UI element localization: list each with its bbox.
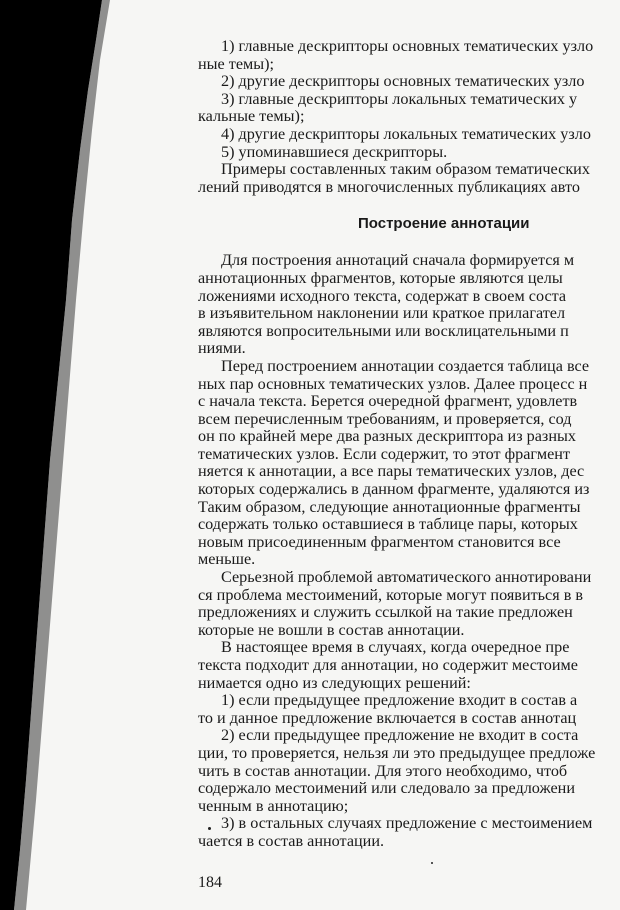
text-line: Примеры составленных таким образом тематических	[221, 160, 590, 179]
text-line: ложениями исходного текста, содержат в своем соста	[198, 286, 567, 305]
text-line: 3) главные дескрипторы локальных тематических у	[221, 89, 578, 108]
text-line: текста подходит для аннотации, но содержит местоиме	[198, 656, 578, 674]
text-line: 4) другие дескрипторы локальных тематических узло	[221, 124, 591, 143]
text-line: содержать только оставшиеся в таблице пары, которых	[198, 515, 578, 534]
text-line: в изъявительном наклонении или краткое прилагател	[198, 304, 566, 323]
text-line: аннотационных фрагментов, которые являются целы	[198, 268, 563, 287]
text-line: меньше.	[198, 550, 256, 569]
text-line: 2) другие дескрипторы основных тематических узло	[221, 72, 585, 91]
text-line: лений приводятся в многочисленных публикациях авто	[198, 177, 580, 196]
text-line: ся проблема местоимений, которые могут появиться в в	[198, 585, 584, 604]
text-line: 2) если предыдущее предложение не входит в соста	[221, 726, 579, 745]
page-number: 184	[198, 874, 222, 891]
text-line: которых содержались в данном фрагменте, удаляются из	[198, 480, 590, 499]
text-line: тематических узлов. Если содержит, то этот фрагмент	[198, 444, 571, 463]
text-line: ные темы);	[198, 54, 275, 73]
scan-speck	[431, 862, 433, 864]
text-line: ции, то проверяется, нельзя ли это предыдущее предложе	[198, 743, 596, 762]
text-line: содержало местоимений или следовало за предложени	[198, 779, 575, 798]
spacer	[198, 234, 620, 252]
text-line: В настоящее время в случаях, когда очередное пре	[221, 638, 570, 657]
body-text	[198, 38, 620, 851]
text-line: являются вопросительными или восклицательными п	[198, 321, 569, 340]
text-line: чается в состав аннотации.	[198, 831, 385, 850]
text-line: он по крайней мере два разных дескриптора из разных	[198, 427, 576, 446]
text-line: Серьезной проблемой автоматического аннотировани	[221, 568, 592, 587]
text-line: няется к аннотации, а все пары тематических узлов, дес	[198, 462, 585, 481]
text-line: то и данное предложение включается в состав аннотац	[198, 708, 577, 727]
text-line: предложениях и служить ссылкой на такие предложен	[198, 603, 573, 622]
text-line: 1) если предыдущее предложение входит в состав а	[221, 691, 578, 710]
text-line: с начала текста. Берется очередной фрагмент, удовлетв	[198, 392, 578, 411]
text-line: 3) в остальных случаях предложение с местоимением	[221, 814, 593, 833]
scan-speck	[208, 827, 211, 830]
text-line: всем перечисленным требованиям, и проверяется, сод	[198, 409, 572, 428]
text-line: которые не вошли в состав аннотации.	[198, 620, 465, 639]
text-line: Для построения аннотаций сначала формируется м	[221, 251, 575, 270]
text-line: ных пар основных тематических узлов. Далее процесс н	[198, 374, 588, 393]
text-line: кальные темы);	[198, 107, 305, 126]
text-line: ниями.	[198, 339, 246, 358]
text-line: 5) упоминавшиеся дескрипторы.	[221, 142, 448, 161]
text-line: новым присоединенным фрагментом становится все	[198, 532, 561, 551]
spacer	[198, 196, 620, 214]
text-line: чить в состав аннотации. Для этого необходимо, чтоб	[198, 761, 568, 780]
text-line: ченным в аннотацию;	[198, 796, 349, 815]
text-line: Таким образом, следующие аннотационные фрагменты	[198, 497, 581, 516]
text-line: Перед построением аннотации создается таблица все	[221, 356, 590, 375]
section-heading: Построение аннотации	[358, 215, 530, 233]
text-line: 1) главные дескрипторы основных тематических узло	[221, 37, 594, 55]
text-line: нимается одно из следующих решений:	[198, 673, 471, 692]
